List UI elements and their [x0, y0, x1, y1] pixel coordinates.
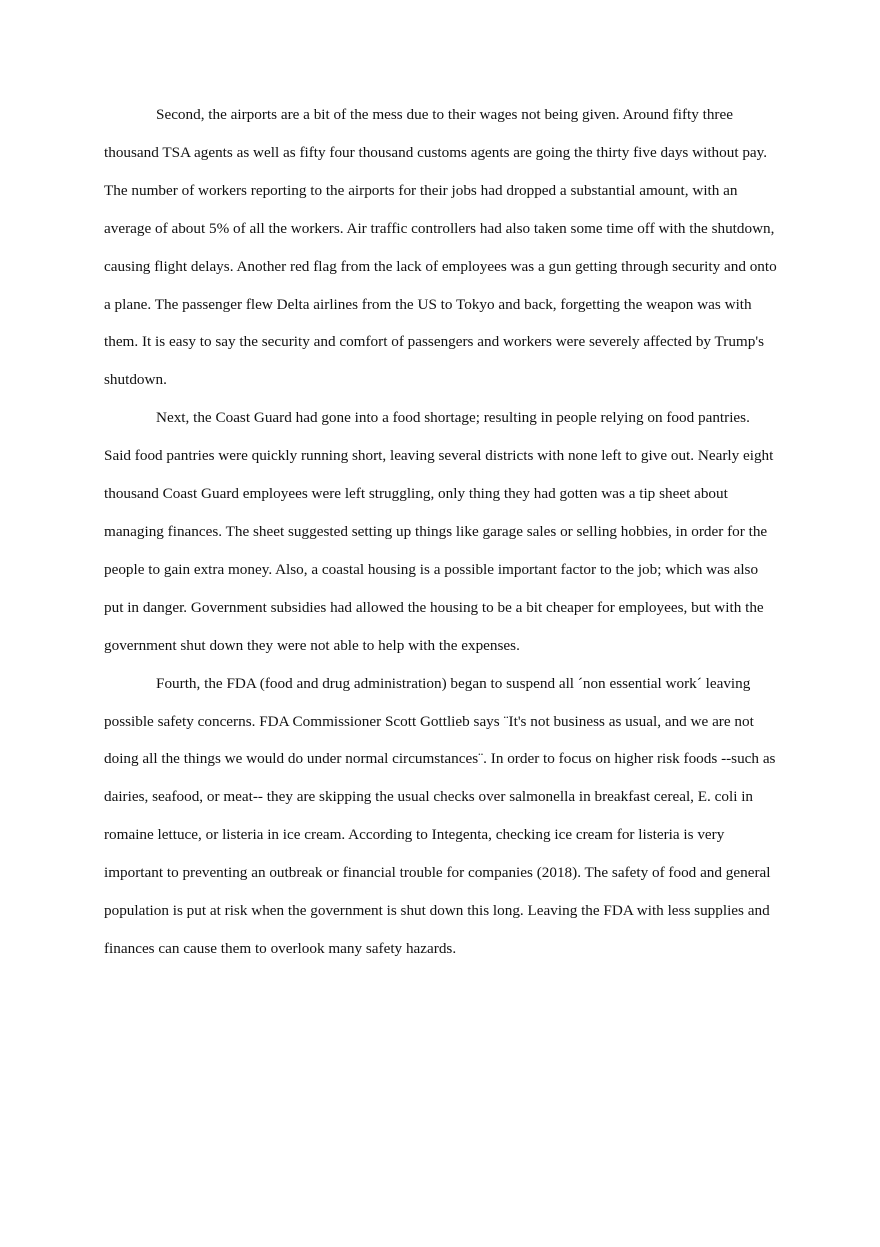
paragraph-coast-guard: Next, the Coast Guard had gone into a food shortage; resulting in people relying on food pantries. Said food pantries were quickly running short, leaving several districts with none left to give out. Nearly eight thousand Coast Guard employees were left struggling, only thing they had gotten was a tip sheet about managing finances. The sheet suggested setting up things like garage sales or selling hobbies, in order for the people to gain extra money. Also, a coastal housing is a possible important factor to the job; which was also put in danger. Government subsidies had allowed the housing to be a bit cheaper for employees, but with the government shut down they were not able to help with the expenses.: [104, 409, 774, 654]
paragraph-fda: Fourth, the FDA (food and drug administration) began to suspend all ´non essential work´ leaving possible safety concerns. FDA Commissioner Scott Gottlieb says ¨It's not business as usual, and we are not doing all the things we would do under normal circumstances¨. In order to focus on higher risk foods --such as dairies, seafood, or meat-- they are skipping the usual checks over salmonella in breakfast cereal, E. coli in romaine lettuce, or listeria in ice cream. According to Integenta, checking ice cream for listeria is very important to preventing an outbreak or financial trouble for companies (2018). The safety of food and general population is put at risk when the government is shut down this long. Leaving the FDA with less supplies and finances can cause them to overlook many safety hazards.: [104, 674, 776, 957]
paragraph-airports: Second, the airports are a bit of the mess due to their wages not being given. Around fifty three thousand TSA agents as well as fifty four thousand customs agents are going the thirty five days without pay. The number of workers reporting to the airports for their jobs had dropped a substantial amount, with an average of about 5% of all the workers. Air traffic controllers had also taken some time off with the shutdown, causing flight delays. Another red flag from the lack of employees was a gun getting through security and onto a plane. The passenger flew Delta airlines from the US to Tokyo and back, forgetting the weapon was with them. It is easy to say the security and comfort of passengers and workers were severely affected by Trump's shutdown.: [104, 106, 777, 389]
document-page: [104, 96, 778, 968]
